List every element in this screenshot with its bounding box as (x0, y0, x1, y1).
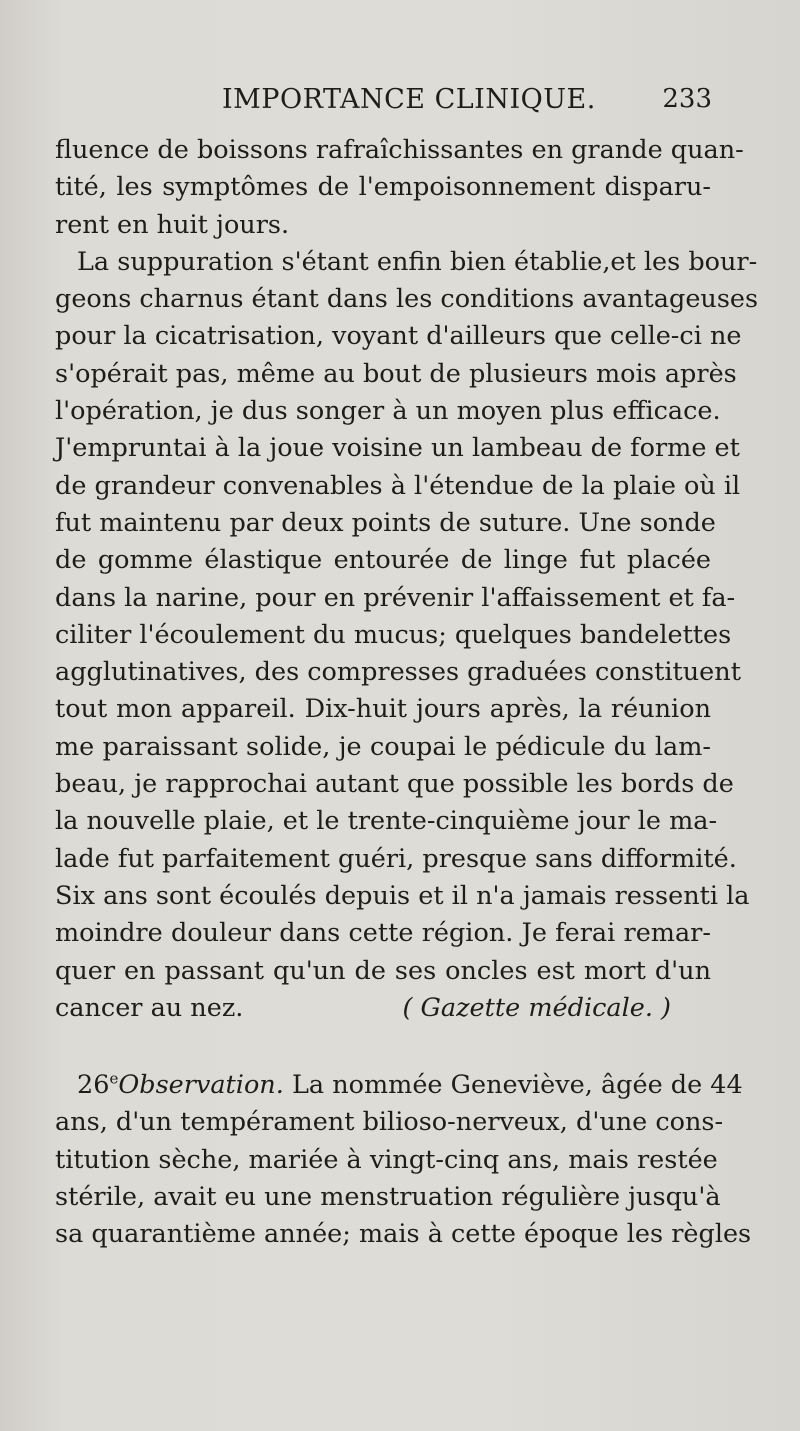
citation-line (55, 990, 711, 1027)
paragraph-gap (55, 1027, 711, 1067)
observation-number-suffix: e (109, 1069, 119, 1088)
text-line: ans, d'un tempérament bilioso-nerveux, d'une cons- (55, 1107, 724, 1138)
text-line: de grandeur convenables à l'étendue de la plaie où il (55, 470, 741, 501)
running-title: IMPORTANCE CLINIQUE. (222, 84, 596, 115)
text-line: J'empruntai à la joue voisine un lambeau de forme et (55, 433, 740, 464)
text-line: quer en passant qu'un de ses oncles est mort d'un (55, 955, 711, 986)
text-line: rent en huit jours. (55, 209, 290, 240)
text-line: fut maintenu par deux points de suture. Une sonde (55, 507, 716, 538)
observation-heading: Observation. (118, 1070, 284, 1101)
text-line: fluence de boissons rafraîchissantes en grande quan- (55, 135, 744, 165)
text-line: s'opérait pas, même au bout de plusieurs mois après (55, 358, 737, 389)
text-line: moindre douleur dans cette région. Je ferai remar- (55, 918, 711, 949)
source-citation: ( Gazette médicale. ) (402, 992, 671, 1023)
text-line: tité, les symptômes de l'empoisonnement disparu- (55, 172, 711, 203)
text-line: La suppuration s'étant enfin bien établie,et les bour- (77, 246, 758, 277)
text-line: Six ans sont écoulés depuis et il n'a jamais ressenti la (55, 880, 750, 911)
text-line: de gomme élastique entourée de linge fut placée (55, 545, 711, 576)
observation-number: 26 (77, 1070, 110, 1101)
text-line: tout mon appareil. Dix-huit jours après, la réunion (55, 694, 711, 725)
text-line: me paraissant solide, je coupai le pédicule du lam- (55, 731, 711, 762)
text-line: titution sèche, mariée à vingt-cinq ans, mais restée (55, 1144, 718, 1175)
text-line: cancer au nez. (55, 992, 244, 1023)
text-line: dans la narine, pour en prévenir l'affaissement et fa- (55, 582, 736, 613)
text-line: beau, je rapprochai autant que possible les bords de (55, 769, 734, 800)
page-header (52, 84, 712, 124)
text-line: pour la cicatrisation, voyant d'ailleurs que celle-ci ne (55, 321, 742, 352)
text-line: la nouvelle plaie, et le trente-cinquième jour le ma- (55, 806, 718, 837)
body-text (55, 132, 759, 1254)
observation-first-line (55, 1067, 743, 1104)
text-line: ciliter l'écoulement du mucus; quelques bandelettes (55, 619, 732, 650)
text-line: geons charnus étant dans les conditions avantageuses (55, 284, 759, 315)
page-number: 233 (662, 84, 712, 114)
text-line: l'opération, je dus songer à un moyen plus efficace. (55, 396, 721, 427)
text-line: lade fut parfaitement guéri, presque sans difformité. (55, 843, 737, 874)
text-line: stérile, avait eu une menstruation régulière jusqu'à (55, 1182, 721, 1213)
text-line: sa quarantième année; mais à cette époque les règles (55, 1219, 752, 1250)
text-line: agglutinatives, des compresses graduées constituent (55, 657, 741, 688)
observation-text: La nommée Geneviève, âgée de 44 (283, 1070, 743, 1101)
